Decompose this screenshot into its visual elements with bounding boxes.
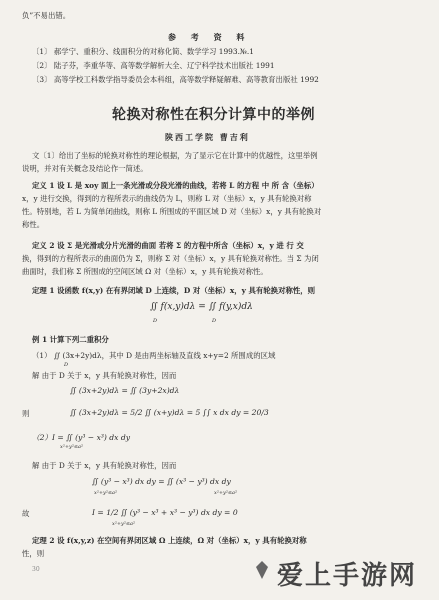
example-2-statement: （2）I = ∬ (y³ − x³) dx dy <box>32 433 130 442</box>
reference-item: 〔2〕 陆子芬，李重华等、高等数学解析大全、辽宁科学技术出版社 1991 <box>32 61 275 70</box>
definition-2-line: 曲面时，我们称 Σ 所围成的空间区域 Ω 对（坐标）x，y 具有轮换对称性。 <box>22 267 268 276</box>
region-subscript: D <box>212 318 217 324</box>
example-2-equation: I = 1/2 ∬ (y³ − x³ + x³ − y³) dx dy = 0 <box>92 508 238 517</box>
region-subscript: x²+y²≤a² <box>94 490 118 496</box>
article-author: 陕西工学院 曹吉利 <box>165 132 250 142</box>
example-1-solution: 解 由于 D 关于 x，y 具有轮换对称性，因而 <box>32 371 177 380</box>
region-subscript: D <box>64 362 69 368</box>
intro-line: 说明，并对有关概念及结论作一简述。 <box>22 164 148 173</box>
theorem-1: 定理 1 设函数 f(x,y) 在有界闭域 D 上连续，D 对（坐标）x，y 具有轮换对称性，则 <box>32 286 316 295</box>
region-subscript: x²+y²≤a² <box>60 444 84 450</box>
definition-2-line: 定义 2 设 Σ 是光滑或分片光滑的曲面 若将 Σ 的方程中所含（坐标）x，y 进 行 交 <box>32 241 304 250</box>
definition-1-line: 性。特别地，若 L 为简单闭曲线，则称 L 所围成的平面区域 D 对（坐标）x，y 具有轮换对 <box>22 207 322 216</box>
theorem-2-line: 定理 2 设 f(x,y,z) 在空间有界闭区域 Ω 上连续，Ω 对（坐标）x，y 具有轮换对称 <box>32 536 307 545</box>
intro-line: 文〔1〕给出了坐标的轮换对称性的理论根据，为了显示它在计算中的优越性，这里举例 <box>32 151 318 160</box>
example-label: 例 1 计算下列二重积分 <box>32 335 109 344</box>
definition-1-line: 称性。 <box>22 220 45 229</box>
region-subscript: x²+y²≤a² <box>112 521 136 527</box>
example-1-statement: （1） ∬ (3x+2y)dλ，其中 D 是由两坐标轴及直线 x+y=2 所围成的区域 <box>32 351 276 360</box>
definition-1-line: x，y 进行交换，得到的方程所表示的曲线仍为 L，则称 L 对（坐标）x，y 具有轮换对称 <box>22 194 312 203</box>
references-heading: 参 考 资 料 <box>168 32 251 42</box>
top-line: 负”不易出错。 <box>22 11 71 20</box>
definition-1-line: 定义 1 设 L 是 xoy 面上一条光滑或分段光滑的曲线，若将 L 的方程 中 所 含（坐标） <box>32 181 319 190</box>
region-subscript: D <box>153 318 158 324</box>
article-title: 轮换对称性在积分计算中的举例 <box>112 107 315 123</box>
example-1-equation: ∬ (3x+2y)dλ = ∬ (3y+2x)dλ <box>70 386 180 395</box>
page-number: 30 <box>32 566 40 573</box>
then-label: 则 <box>22 409 30 418</box>
site-watermark <box>277 555 417 592</box>
example-2-equation: ∬ (y³ − x³) dx dy = ∬ (x³ − y³) dx dy <box>92 477 231 486</box>
example-2-solution: 解 由于 D 关于 x，y 具有轮换对称性，因而 <box>32 461 177 470</box>
reference-item: 〔3〕 高等学校工科数学指导委员会本科组，高等数学释疑解难、高等教育出版社 1992 <box>32 75 319 84</box>
reference-item: 〔1〕 郝学宁、重积分、线面积分的对称化简、数学学习 1993.№.1 <box>32 47 254 56</box>
watermark-logo-icon <box>255 560 269 580</box>
definition-2-line: 换，得到的方程所表示的曲面仍为 Σ，则称 Σ 对（坐标）x，y 具有轮换对称性。当 Σ 为闭 <box>22 254 319 263</box>
theorem-2-line: 性，则 <box>22 549 45 558</box>
therefore-label: 故 <box>22 509 30 518</box>
example-1-equation: ∬ (3x+2y)dλ = 5/2 ∬ (x+y)dλ = 5 ∫∫ x dx dy = 20/3 <box>70 408 269 417</box>
watermark-text: 爱上手游网 <box>276 561 417 591</box>
theorem-1-formula: ∬ f(x,y)dλ = ∬ f(y,x)dλ <box>150 302 253 312</box>
region-subscript: x²+y²≤a² <box>214 490 238 496</box>
